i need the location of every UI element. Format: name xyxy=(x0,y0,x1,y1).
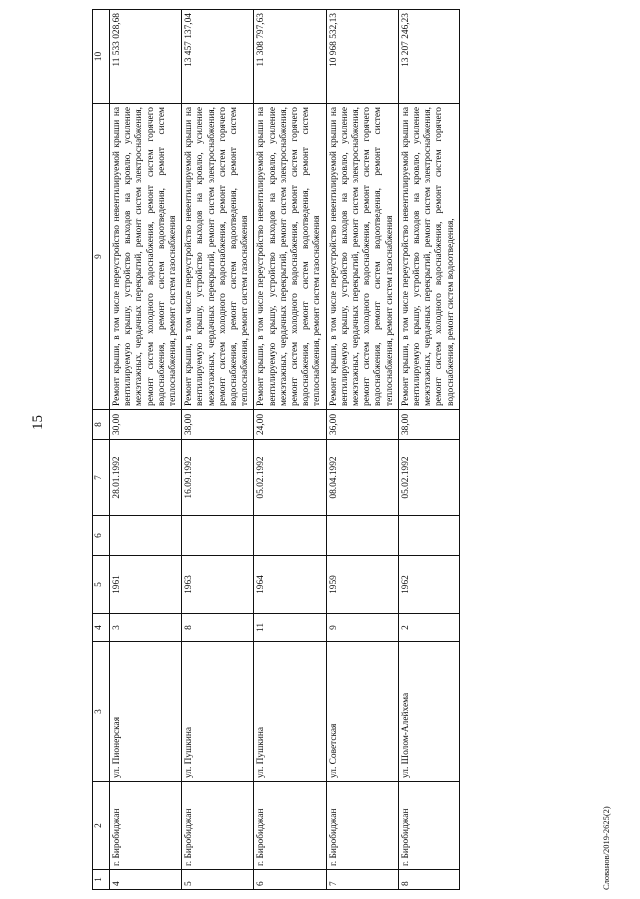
house-number-cell: 3 xyxy=(110,614,182,642)
header-col-10: 10 xyxy=(93,10,110,104)
row-number: 4 xyxy=(110,870,182,890)
header-col-9: 9 xyxy=(93,104,110,410)
work-description-cell: Ремонт крыши, в том числе переустройство невентилируемой крыши на вентилируемую крышу, устройство выходов на кровлю, усиление межэтажных, чердачных перекрытий, ремонт систем электроснабжения, ремонт систем холодного водоснабжения, ремонт систем горячего водоснабжения, ремонт систем водоотведения, xyxy=(398,104,459,410)
header-col-8: 8 xyxy=(93,410,110,440)
wear-percent-cell: 24,00 xyxy=(254,410,326,440)
date-cell: 05.02.1992 xyxy=(398,440,459,516)
header-col-5: 5 xyxy=(93,556,110,614)
header-col-4: 4 xyxy=(93,614,110,642)
cost-cell: 11 533 028,68 xyxy=(110,10,182,104)
repair-register-table xyxy=(92,9,460,890)
header-col-1: 1 xyxy=(93,870,110,890)
year-built-cell: 1959 xyxy=(326,556,398,614)
header-col-3: 3 xyxy=(93,642,110,782)
wear-percent-cell: 38,00 xyxy=(182,410,254,440)
table-row xyxy=(254,10,326,890)
city-cell: г. Биробиджан xyxy=(326,782,398,870)
work-description-cell: Ремонт крыши, в том числе переустройство невентилируемой крыши на вентилируемую крышу, устройство выходов на кровлю, усиление межэтажных, чердачных перекрытий, ремонт систем электроснабжения, ремонт систем холодного водоснабжения, ремонт систем горячего водоснабжения, ремонт систем водоотведения, ремонт систем теплоснабжения, ремонт систем газоснабжения xyxy=(326,104,398,410)
footer-code: Слованов/2019-2625(2) xyxy=(601,806,611,890)
date-cell: 05.02.1992 xyxy=(254,440,326,516)
city-cell: г. Биробиджан xyxy=(182,782,254,870)
house-number-cell: 2 xyxy=(398,614,459,642)
house-number-cell: 11 xyxy=(254,614,326,642)
header-col-7: 7 xyxy=(93,440,110,516)
column-6-cell xyxy=(182,516,254,556)
rotated-table-container xyxy=(92,10,592,890)
street-cell: ул. Шолом-Алейхема xyxy=(398,642,459,782)
wear-percent-cell: 36,00 xyxy=(326,410,398,440)
cost-cell: 10 968 532,13 xyxy=(326,10,398,104)
row-number: 5 xyxy=(182,870,254,890)
table-body xyxy=(110,10,460,890)
column-6-cell xyxy=(110,516,182,556)
header-row xyxy=(93,10,110,890)
city-cell: г. Биробиджан xyxy=(254,782,326,870)
row-number: 7 xyxy=(326,870,398,890)
table-row xyxy=(326,10,398,890)
year-built-cell: 1963 xyxy=(182,556,254,614)
row-number: 6 xyxy=(254,870,326,890)
street-cell: ул. Советская xyxy=(326,642,398,782)
wear-percent-cell: 38,00 xyxy=(398,410,459,440)
street-cell: ул. Пушкина xyxy=(254,642,326,782)
page-number: 15 xyxy=(30,415,46,430)
header-col-2: 2 xyxy=(93,782,110,870)
cost-cell: 11 308 797,63 xyxy=(254,10,326,104)
date-cell: 16.09.1992 xyxy=(182,440,254,516)
row-number: 8 xyxy=(398,870,459,890)
house-number-cell: 9 xyxy=(326,614,398,642)
wear-percent-cell: 30,00 xyxy=(110,410,182,440)
cost-cell: 13 457 137,04 xyxy=(182,10,254,104)
cost-cell: 13 207 246,23 xyxy=(398,10,459,104)
date-cell: 28.01.1992 xyxy=(110,440,182,516)
street-cell: ул. Пионерская xyxy=(110,642,182,782)
table-row xyxy=(110,10,182,890)
city-cell: г. Биробиджан xyxy=(398,782,459,870)
year-built-cell: 1962 xyxy=(398,556,459,614)
column-6-cell xyxy=(254,516,326,556)
year-built-cell: 1961 xyxy=(110,556,182,614)
work-description-cell: Ремонт крыши, в том числе переустройство невентилируемой крыши на вентилируемую крышу, устройство выходов на кровлю, усиление межэтажных, чердачных перекрытий, ремонт систем электроснабжения, ремонт систем холодного водоснабжения, ремонт систем горячего водоснабжения, ремонт систем водоотведения, ремонт систем теплоснабжения, ремонт систем газоснабжения xyxy=(182,104,254,410)
city-cell: г. Биробиджан xyxy=(110,782,182,870)
column-6-cell xyxy=(398,516,459,556)
header-col-6: 6 xyxy=(93,516,110,556)
table-row xyxy=(398,10,459,890)
year-built-cell: 1964 xyxy=(254,556,326,614)
date-cell: 08.04.1992 xyxy=(326,440,398,516)
street-cell: ул. Пушкина xyxy=(182,642,254,782)
column-6-cell xyxy=(326,516,398,556)
work-description-cell: Ремонт крыши, в том числе переустройство невентилируемой крыши на вентилируемую крышу, устройство выходов на кровлю, усиление межэтажных, чердачных перекрытий, ремонт систем электроснабжения, ремонт систем холодного водоснабжения, ремонт систем горячего водоснабжения, ремонт систем водоотведения, ремонт систем теплоснабжения, ремонт систем газоснабжения xyxy=(254,104,326,410)
table-row xyxy=(182,10,254,890)
work-description-cell: Ремонт крыши, в том числе переустройство невентилируемой крыши на вентилируемую крышу, устройство выходов на кровлю, усиление межэтажных, чердачных перекрытий, ремонт систем электроснабжения, ремонт систем холодного водоснабжения, ремонт систем горячего водоснабжения, ремонт систем водоотведения, ремонт систем теплоснабжения, ремонт систем газоснабжения xyxy=(110,104,182,410)
house-number-cell: 8 xyxy=(182,614,254,642)
